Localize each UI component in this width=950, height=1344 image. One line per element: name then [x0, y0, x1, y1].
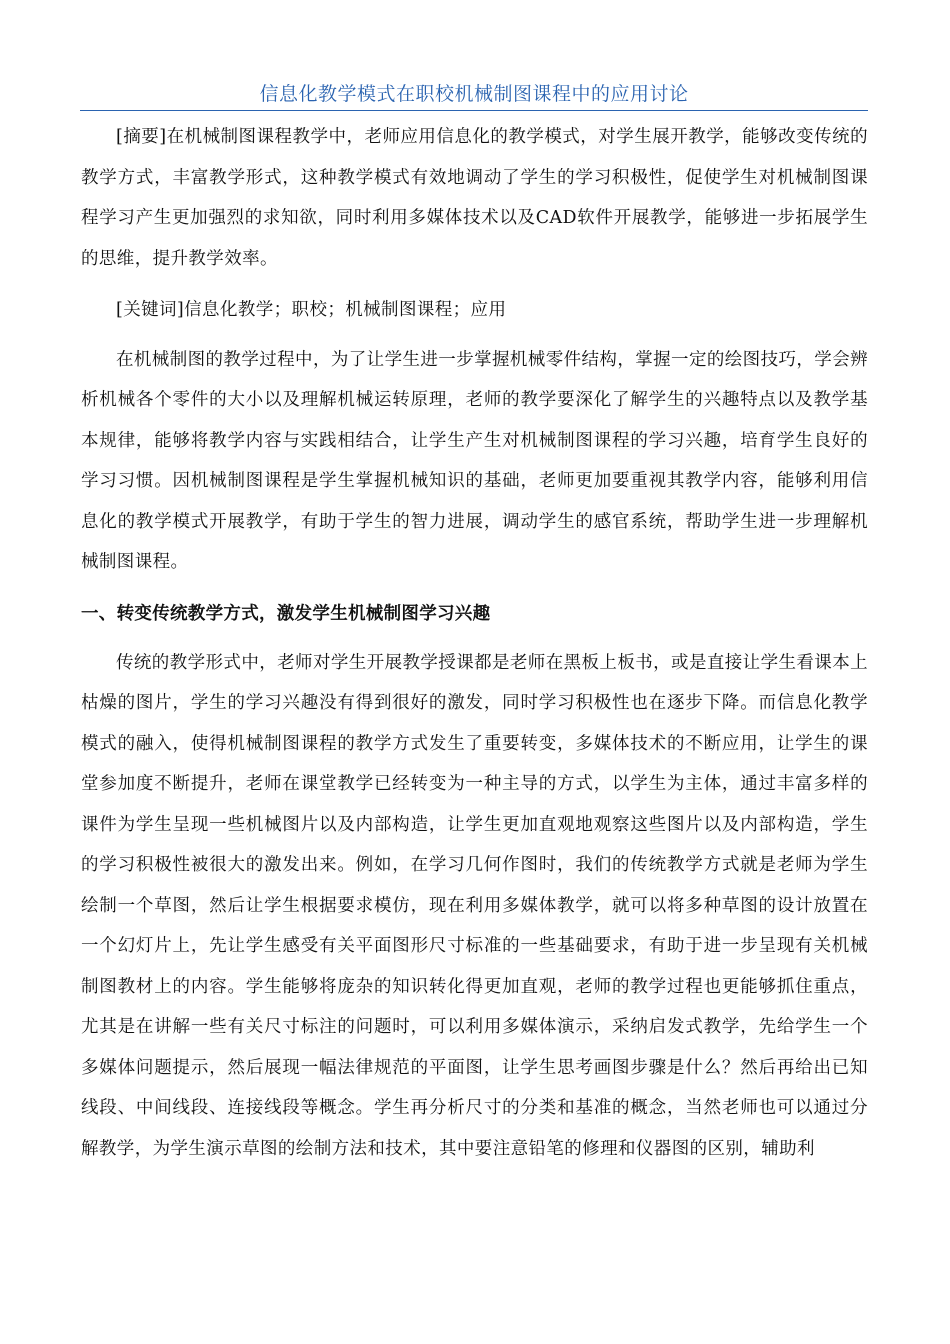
- section-heading-1: 一、转变传统教学方式，激发学生机械制图学习兴趣: [81, 603, 491, 624]
- page-header: [80, 80, 868, 111]
- header-title: 信息化教学模式在职校机械制图课程中的应用讨论: [259, 83, 689, 105]
- section-1-paragraph: 传统的教学形式中，老师对学生开展教学授课都是老师在黑板上板书，或是直接让学生看课本上枯燥的图片，学生的学习兴趣没有得到很好的激发，同时学习积极性也在逐步下降。而信息化教学模式的融入，使得机械制图课程的教学方式发生了重要转变，多媒体技术的不断应用，让学生的课堂参加度不断提升，老师在课堂教学已经转变为一种主导的方式，以学生为主体，通过丰富多样的课件为学生呈现一些机械图片以及内部构造，让学生更加直观地观察这些图片以及内部构造，学生的学习积极性被很大的激发出来。例如，在学习几何作图时，我们的传统教学方式就是老师为学生绘制一个草图，然后让学生根据要求模仿，现在利用多媒体教学，就可以将多种草图的设计放置在一个幻灯片上，先让学生感受有关平面图形尺寸标准的一些基础要求，有助于进一步呈现有关机械制图教材上的内容。学生能够将庞杂的知识转化得更加直观，老师的教学过程也更能够抓住重点，尤其是在讲解一些有关尺寸标注的问题时，可以利用多媒体演示，采纳启发式教学，先给学生一个多媒体问题提示，然后展现一幅法律规范的平面图，让学生思考画图步骤是什么？然后再给出已知线段、中间线段、连接线段等概念。学生再分析尺寸的分类和基准的概念，当然老师也可以通过分解教学，为学生演示草图的绘制方法和技术，其中要注意铅笔的修理和仪器图的区别，辅助利: [81, 652, 868, 1159]
- intro-paragraph: 在机械制图的教学过程中，为了让学生进一步掌握机械零件结构，掌握一定的绘图技巧，学会辨析机械各个零件的大小以及理解机械运转原理，老师的教学要深化了解学生的兴趣特点以及教学基本规律，能够将教学内容与实践相结合，让学生产生对机械制图课程的学习兴趣，培育学生良好的学习习惯。因机械制图课程是学生掌握机械知识的基础，老师更加要重视其教学内容，能够利用信息化的教学模式开展教学，有助于学生的智力进展，调动学生的感官系统，帮助学生进一步理解机械制图课程。: [81, 349, 868, 572]
- document-body: [81, 117, 868, 1169]
- abstract-paragraph: [摘要]在机械制图课程教学中，老师应用信息化的教学模式，对学生展开教学，能够改变传统的教学方式，丰富教学形式，这种教学模式有效地调动了学生的学习积极性，促使学生对机械制图课程学习产生更加强烈的求知欲，同时利用多媒体技术以及CAD软件开展教学，能够进一步拓展学生的思维，提升教学效率。: [81, 127, 868, 269]
- keywords-paragraph: [关键词]信息化教学；职校；机械制图课程；应用: [116, 300, 507, 320]
